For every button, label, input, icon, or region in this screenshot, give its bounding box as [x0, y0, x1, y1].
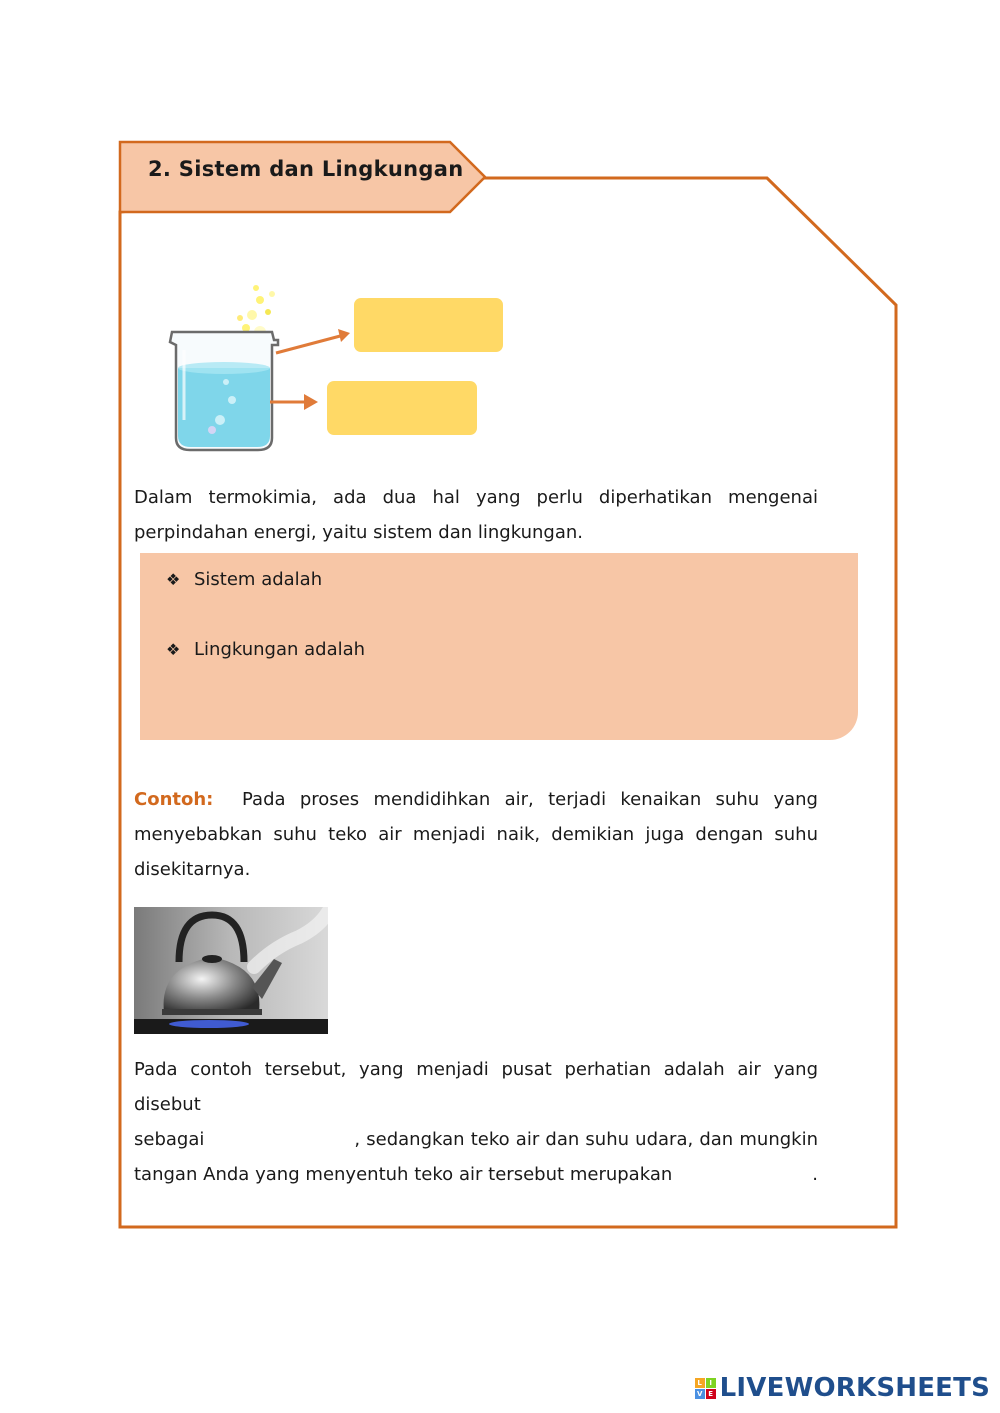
answer-blank-top[interactable] [354, 298, 503, 352]
definition-label: Sistem adalah [194, 569, 323, 590]
definition-item-sistem [166, 568, 322, 592]
kettle-photo [134, 907, 328, 1034]
example-text-1: Pada proses mendidihkan air, terjadi kenaikan suhu yang [242, 789, 818, 810]
conclusion-line-3-start: tangan Anda yang menyentuh teko air tersebut merupakan [134, 1164, 673, 1185]
example-line-1 [134, 782, 818, 817]
intro-line-2: perpindahan energi, yaitu sistem dan lingkungan. [134, 522, 583, 543]
definitions-box [140, 553, 858, 740]
definition-item-lingkungan [166, 638, 365, 662]
conclusion-line-2-end: , sedangkan teko air dan suhu udara, dan mungkin [354, 1129, 818, 1150]
conclusion-line-3-end: . [812, 1164, 818, 1185]
answer-blank-bottom[interactable] [327, 381, 477, 435]
conclusion-line-2 [134, 1122, 818, 1157]
bullet-diamond-icon: ❖ [166, 640, 181, 659]
example-line-3: disekitarnya. [134, 859, 251, 880]
conclusion-line-1: Pada contoh tersebut, yang menjadi pusat perhatian adalah air yang disebut [134, 1059, 818, 1115]
conclusion-line-3 [134, 1157, 818, 1192]
example-line-2: menyebabkan suhu teko air menjadi naik, demikian juga dengan suhu [134, 824, 818, 845]
conclusion-paragraph [134, 1052, 818, 1192]
section-title: 2. Sistem dan Lingkungan [148, 157, 464, 181]
liveworksheets-logo-icon: L I V E [695, 1378, 716, 1399]
bullet-diamond-icon: ❖ [166, 570, 181, 589]
definition-label: Lingkungan adalah [194, 639, 366, 660]
brand-name: LIVEWORKSHEETS [719, 1373, 990, 1403]
intro-paragraph [134, 480, 818, 550]
intro-line-1: Dalam termokimia, ada dua hal yang perlu diperhatikan mengenai [134, 487, 818, 508]
liveworksheets-brand [695, 1373, 990, 1403]
conclusion-line-2-start: sebagai [134, 1129, 205, 1150]
example-label: Contoh: [134, 789, 214, 810]
example-paragraph [134, 782, 818, 887]
